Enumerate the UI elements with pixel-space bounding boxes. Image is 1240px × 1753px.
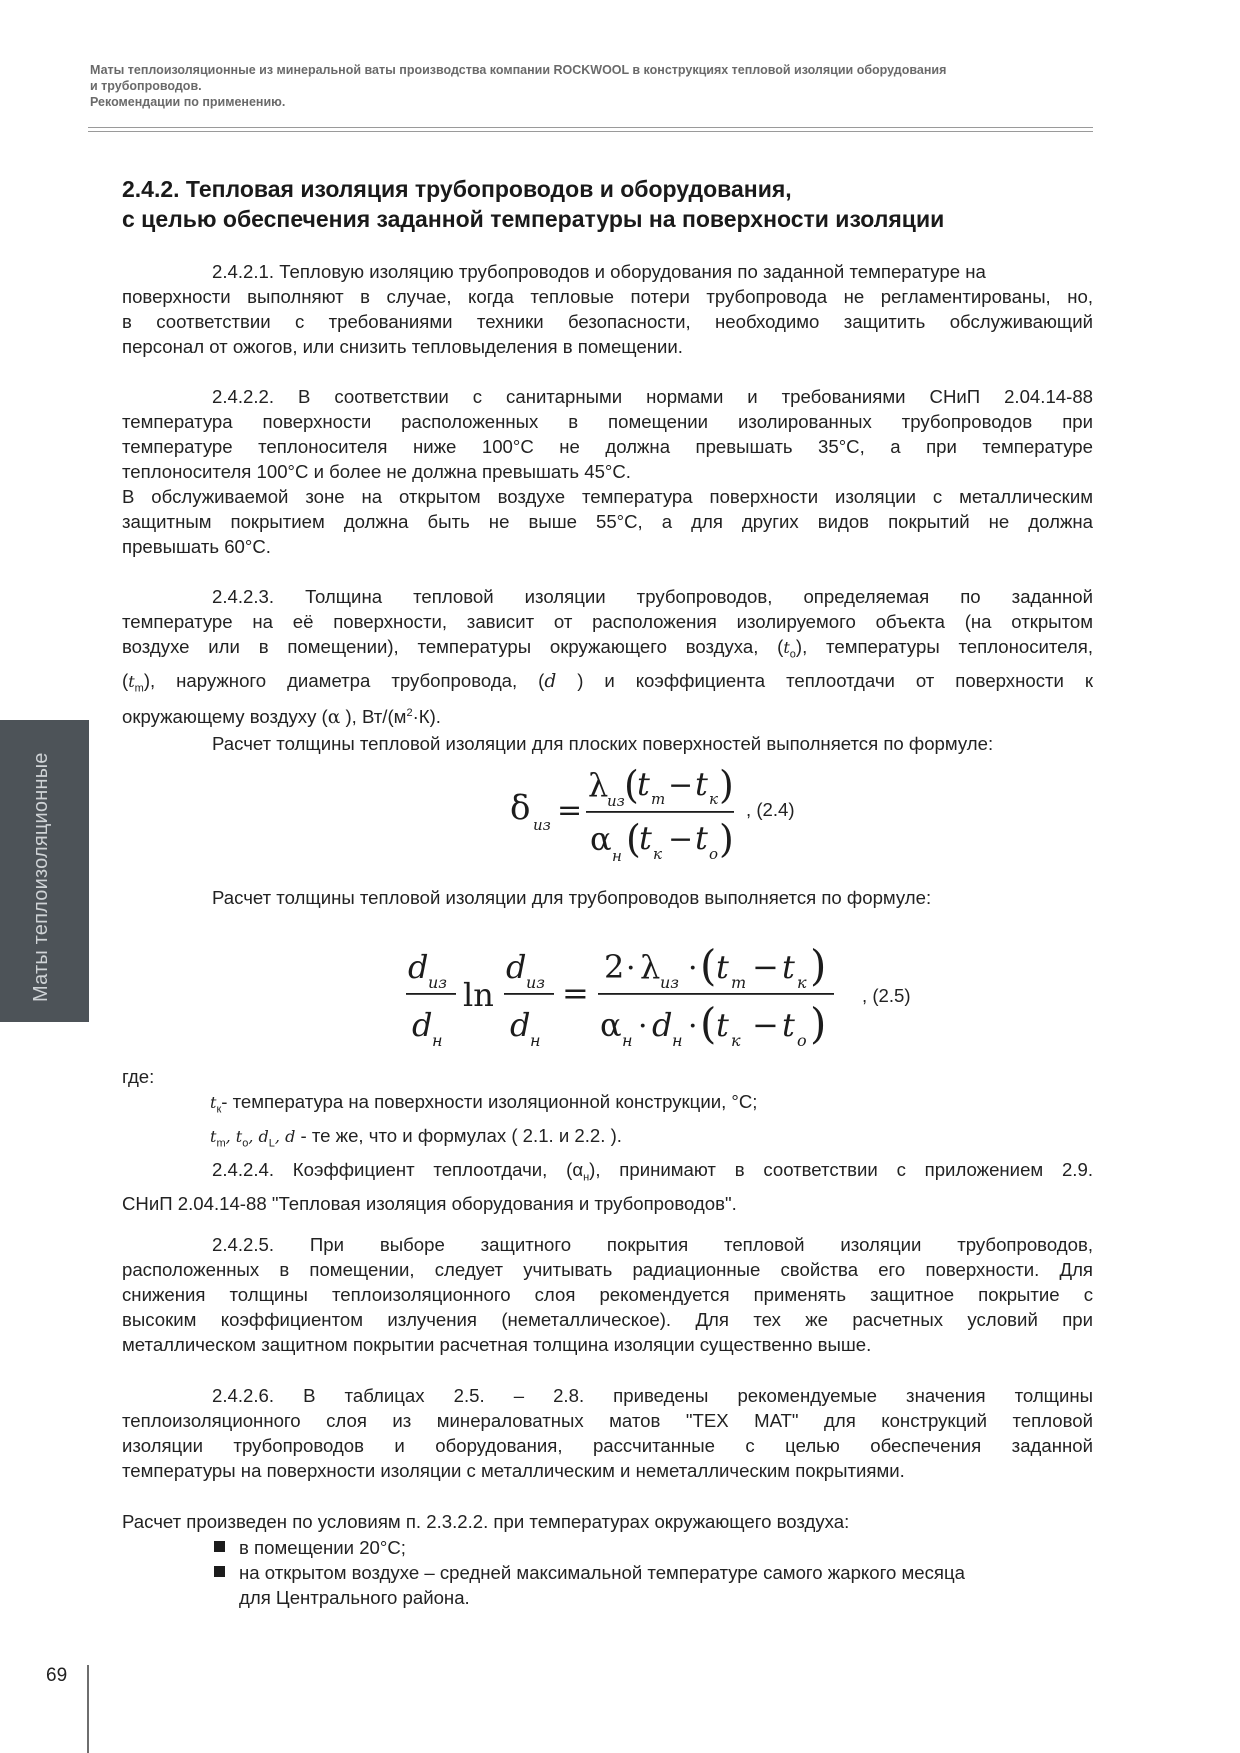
definition-1: $t_к-$ температура на поверхности изоляционной конструкции, °С; [210,1091,758,1116]
svg-text:(: ( [624,763,639,807]
svg-text:): ) [719,817,734,861]
where-definitions [122,1064,1093,1156]
svg-text:=: = [557,793,583,828]
svg-text:из: из [607,792,625,810]
text-line: 2.4.2.2. В соответствии с санитарными нормами и требованиями СНиП 2.04.14-88 [212,386,1093,407]
text-line: металлическом защитном покрытии расчетная толщина изоляции существенно выше. [122,1334,872,1355]
text-line: температуре на её поверхности, зависит от расположения изолируемого объекта (на открытом [122,611,1093,632]
svg-text:d: d [652,1006,673,1044]
section-title [122,174,1082,234]
svg-text:·: · [688,951,698,986]
bullet-square-icon [214,1566,225,1577]
svg-text:к: к [731,1031,741,1050]
text-line: температуре теплоносителя ниже 100°С не должна превышать 35°С, а при температуре [122,436,1093,457]
svg-text:·: · [626,951,636,986]
svg-text:): ) [810,941,827,990]
title-line-1: 2.4.2. Тепловая изоляция трубопроводов и оборудования, [122,176,792,202]
page-number: 69 [46,1665,68,1686]
fraction-bar [586,811,734,813]
svg-text:): ) [810,999,827,1048]
text-line: расположенных в помещении, следует учитывать радиационные свойства его поверхности. Для [122,1259,1093,1280]
header-line-1: Маты теплоизоляционные из минеральной ваты производства компании ROCKWOOL в конструкциях тепловой изоляции оборудования [90,63,947,77]
text-line: СНиП 2.04.14-88 "Тепловая изоляция оборудования и трубопроводов". [122,1192,737,1214]
svg-text:из: из [660,973,680,992]
svg-text:к: к [653,845,662,863]
delta-symbol: δ [510,788,531,828]
paragraph-2-4-2-3 [122,584,1093,756]
text-line: 2.4.2.3. Толщина тепловой изоляции трубопроводов, определяемая по заданной [212,586,1093,607]
list-item: в помещении 20°С; [211,1535,1091,1560]
formula-2-4 [500,758,820,868]
header-rule [88,127,1093,128]
header-line-2: и трубопроводов. [90,79,202,93]
text-line: В обслуживаемой зоне на открытом воздухе температура поверхности изоляции с металлическим [122,486,1093,507]
formula-number: , (2.4) [746,799,795,820]
svg-text:(: ( [700,941,717,990]
svg-text:d: d [412,1006,433,1044]
svg-text:t: t [637,765,650,803]
text-line: 2.4.2.6. В таблицах 2.5. – 2.8. приведены рекомендуемые значения толщины [212,1385,1093,1406]
svg-text:н: н [530,1031,541,1050]
svg-text:λ: λ [588,766,609,804]
svg-text:−: − [668,822,694,857]
text-line: Расчет толщины тепловой изоляции для трубопроводов выполняется по формуле: [212,887,932,908]
text-line: в соответствии с требованиями техники безопасности, необходимо защитить обслуживающий [122,311,1093,332]
text-line: высоким коэффициентом излучения (неметаллическое). Для тех же расчетных условий при [122,1309,1093,1330]
svg-text:о: о [709,845,719,863]
text-line: теплоизоляционного слоя из минераловатных матов "ТЕХ МАТ" для конструкций тепловой [122,1410,1093,1431]
formula-2-5 [400,938,940,1058]
svg-text:из: из [533,816,551,834]
text-line: 2.4.2.5. При выборе защитного покрытия тепловой изоляции трубопроводов, [212,1234,1093,1255]
svg-text:): ) [719,763,734,807]
svg-text:λ: λ [640,948,661,986]
svg-text:из: из [428,973,448,992]
svg-text:t: t [782,948,795,986]
svg-text:−: − [752,1006,779,1044]
svg-text:·: · [688,1009,698,1044]
svg-text:α: α [600,1006,622,1044]
svg-text:ln: ln [463,976,494,1014]
svg-text:к: к [797,973,807,992]
svg-text:t: t [782,1006,795,1044]
text-line: защитным покрытием должна быть не выше 55°С, а для других видов покрытий не должна [122,511,1093,532]
where-label: где: [122,1066,155,1087]
list-item: на открытом воздухе – средней максимальной температуре самого жаркого месяца для Центрального района. [211,1560,1091,1610]
title-line-2: с целью обеспечения заданной температуры на поверхности изоляции [122,206,945,232]
svg-text:из: из [526,973,546,992]
text-line: превышать 60°С. [122,536,271,557]
bullet-square-icon [214,1541,225,1552]
svg-text:t: t [639,819,652,857]
text-line: Расчет произведен по условиям п. 2.3.2.2. при температурах окружающего воздуха: [122,1511,850,1532]
svg-text:t: t [695,765,708,803]
svg-text:н: н [622,1031,633,1050]
formula-number: , (2.5) [862,985,911,1006]
header-line-3: Рекомендации по применению. [90,95,286,109]
paragraph-conditions [122,1509,1093,1534]
definition-2: $t_m$, $t_o$, $d_L$, d - те же, что и формулах ( 2.1. и 2.2. ). [210,1124,622,1150]
page-number-rule [87,1665,89,1753]
text-line: воздухе или в помещении), температуры окружающего воздуха, $(t_o)$, температуры теплоносителя, [122,636,1093,661]
svg-text:н: н [672,1031,683,1050]
svg-text:н: н [432,1031,443,1050]
svg-text:d: d [506,948,527,986]
svg-text:·: · [638,1009,648,1044]
svg-text:d: d [510,1006,531,1044]
paragraph-2-4-2-1 [122,259,1093,359]
text-line: температура поверхности расположенных в помещении изолированных трубопроводов при [122,411,1093,432]
svg-text:α: α [590,820,612,858]
svg-text:н: н [612,847,622,865]
svg-text:t: t [695,819,708,857]
svg-text:=: = [562,974,589,1012]
paragraph-2-4-2-4: 2.4.2.4. Коэффициент теплоотдачи, $(\alpha_н)$, принимают в соответствии с приложением 2.9. СНиП 2.04.14-88 "Тепловая изоляция оборудования и трубопроводов". [122,1159,1093,1214]
svg-text:(: ( [700,999,717,1048]
paragraph-pipe-formula-intro [122,885,1093,910]
text-line: температуры на поверхности изоляции с металлическим и неметаллическим покрытиями. [122,1460,905,1481]
conditions-list [211,1535,1091,1610]
running-header [90,62,1092,110]
paragraph-2-4-2-2 [122,384,1093,559]
paragraph-2-4-2-5 [122,1232,1093,1357]
svg-text:m: m [731,973,747,992]
text-line: $(t_m)$, наружного диаметра трубопровода, (d ) и коэффициента теплоотдачи от поверхности к [122,669,1093,695]
fraction-bar [598,993,834,995]
text-line: поверхности выполняют в случае, когда тепловые потери трубопровода не регламентированы, но, [122,286,1093,307]
svg-text:о: о [797,1031,807,1050]
text-line: изоляции трубопроводов и оборудования, рассчитанные с целью обеспечения заданной [122,1435,1093,1456]
text-line: окружающему воздуху (α ), $Вт/(м^2\cdot К)$. [122,706,441,729]
svg-text:t: t [716,1006,729,1044]
text-line: персонал от ожогов, или снизить тепловыделения в помещении. [122,336,683,357]
svg-text:т: т [651,790,666,808]
svg-text:−: − [668,768,694,803]
text-line: Расчет толщины тепловой изоляции для плоских поверхностей выполняется по формуле: [212,732,994,754]
svg-text:2: 2 [604,948,625,986]
paragraph-2-4-2-6 [122,1383,1093,1483]
header-rule-second [88,131,1093,132]
svg-text:t: t [716,948,729,986]
text-line: 2.4.2.1. Тепловую изоляцию трубопроводов и оборудования по заданной температуре на [212,261,986,282]
text-line: теплоносителя 100°С и более не должна превышать 45°С. [122,461,631,482]
svg-text:d: d [408,948,429,986]
svg-text:(: ( [626,817,641,861]
svg-text:к: к [709,790,718,808]
side-tab-label: Маты теплоизоляционные [30,752,52,1002]
text-line: снижения толщины теплоизоляционного слоя рекомендуется применять защитное покрытие с [122,1284,1093,1305]
svg-text:−: − [752,948,779,986]
